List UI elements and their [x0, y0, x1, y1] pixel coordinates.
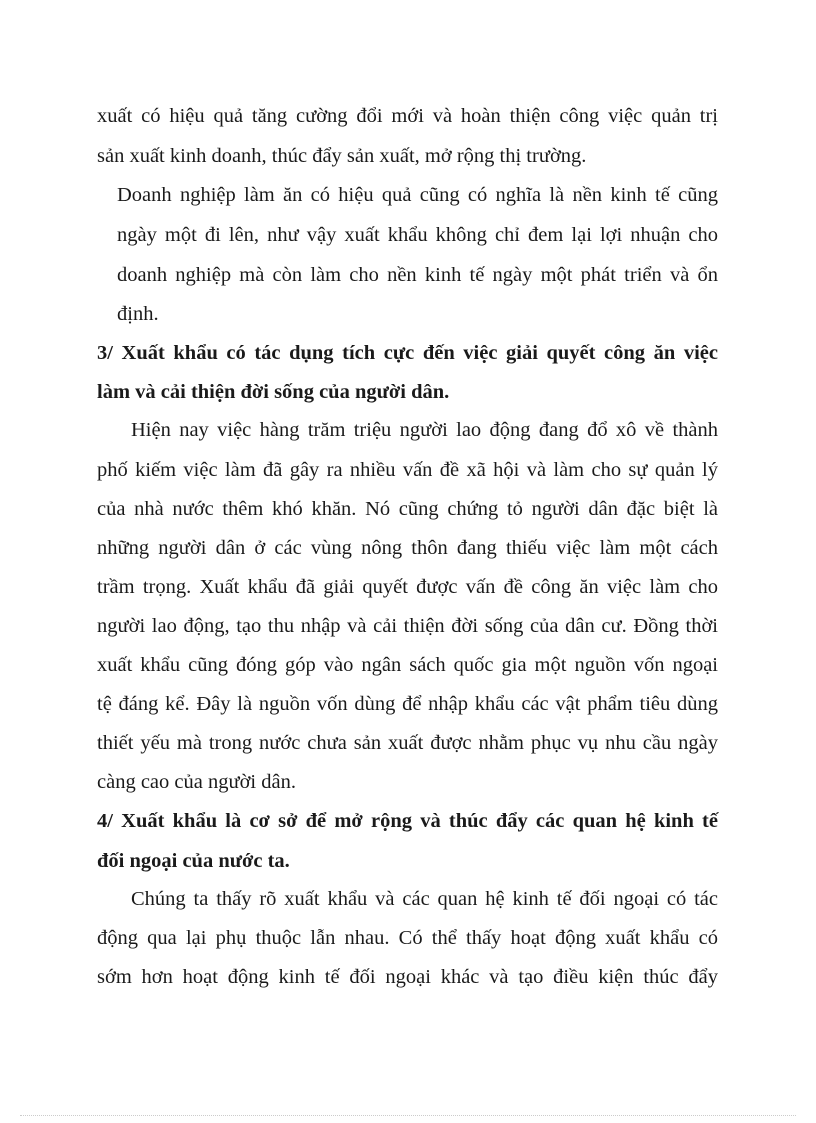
- text-line: trầm trọng. Xuất khẩu đã giải quyết được vấn đề công ăn việc làm cho: [97, 576, 718, 598]
- page-bottom-divider: [20, 1115, 796, 1116]
- text-line: người lao động, tạo thu nhập và cải thiện đời sống của dân cư. Đồng thời: [97, 615, 718, 637]
- text-line: càng cao của người dân.: [97, 771, 296, 793]
- text-line: của nhà nước thêm khó khăn. Nó cũng chứng tỏ người dân đặc biệt là: [97, 498, 718, 520]
- text-line: Chúng ta thấy rõ xuất khẩu và các quan hệ kinh tế đối ngoại có tác: [131, 888, 718, 910]
- text-line: tệ đáng kể. Đây là nguồn vốn dùng để nhập khẩu các vật phẩm tiêu dùng: [97, 693, 718, 715]
- text-line: xuất có hiệu quả tăng cường đổi mới và hoàn thiện công việc quản trị: [97, 105, 718, 127]
- text-line: thiết yếu mà trong nước chưa sản xuất được nhằm phục vụ nhu cầu ngày: [97, 732, 718, 754]
- text-line: định.: [117, 303, 159, 325]
- text-line: xuất khẩu cũng đóng góp vào ngân sách quốc gia một nguồn vốn ngoại: [97, 654, 718, 676]
- text-line: sản xuất kinh doanh, thúc đẩy sản xuất, mở rộng thị trường.: [97, 145, 587, 167]
- text-line: Hiện nay việc hàng trăm triệu người lao động đang đổ xô về thành: [131, 419, 718, 441]
- text-line: động qua lại phụ thuộc lẫn nhau. Có thể thấy hoạt động xuất khẩu có: [97, 927, 718, 949]
- text-line: sớm hơn hoạt động kinh tế đối ngoại khác và tạo điều kiện thúc đẩy: [97, 966, 718, 988]
- text-line: doanh nghiệp mà còn làm cho nền kinh tế ngày một phát triển và ổn: [117, 264, 718, 286]
- section-heading: đối ngoại của nước ta.: [97, 850, 290, 872]
- text-line: Doanh nghiệp làm ăn có hiệu quả cũng có nghĩa là nền kinh tế cũng: [117, 184, 718, 206]
- text-line: phố kiếm việc làm đã gây ra nhiều vấn đề xã hội và làm cho sự quản lý: [97, 459, 718, 481]
- section-heading: 4/ Xuất khẩu là cơ sở để mở rộng và thúc đẩy các quan hệ kinh tế: [97, 810, 718, 832]
- section-heading: 3/ Xuất khẩu có tác dụng tích cực đến việc giải quyết công ăn việc: [97, 342, 718, 364]
- section-heading: làm và cải thiện đời sống của người dân.: [97, 381, 450, 403]
- text-line: ngày một đi lên, như vậy xuất khẩu không chỉ đem lại lợi nhuận cho: [117, 224, 718, 246]
- text-line: những người dân ở các vùng nông thôn đang thiếu việc làm một cách: [97, 537, 718, 559]
